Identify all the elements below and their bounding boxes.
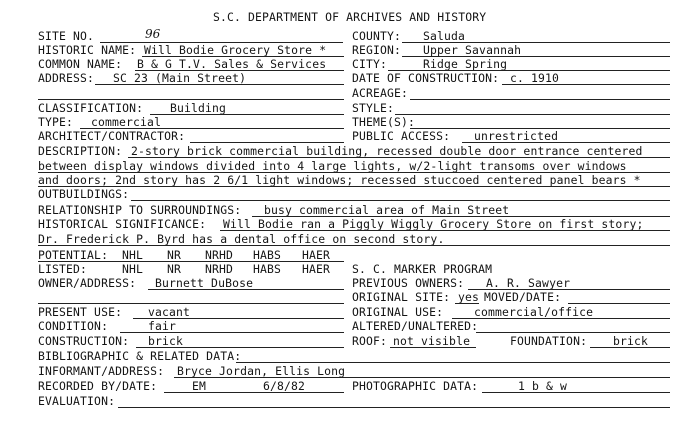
address-value: SC 23 (Main Street) — [113, 71, 247, 85]
architect-label: ARCHITECT/CONTRACTOR: — [38, 129, 186, 143]
recorded-by-value: EM — [192, 379, 207, 393]
type-value: commercial — [91, 115, 162, 129]
type-label: TYPE: — [38, 115, 74, 129]
classification-label: CLASSIFICATION: — [38, 101, 144, 115]
relationship-label: RELATIONSHIP TO SURROUNDINGS: — [38, 203, 242, 217]
description-line-2: between display windows divided into 4 large lights, w/2-light transoms over windows — [38, 159, 627, 173]
region-label: REGION: — [352, 43, 402, 57]
moved-date-label: MOVED/DATE: — [484, 290, 562, 304]
public-access-value: unrestricted — [474, 129, 559, 143]
original-use-label: ORIGINAL USE: — [352, 305, 444, 319]
present-use-label: PRESENT USE: — [38, 305, 123, 319]
listed-nr: NR — [167, 262, 182, 276]
evaluation-label: EVALUATION: — [38, 394, 116, 408]
city-value: Ridge Spring — [423, 57, 508, 71]
significance-line-2: Dr. Frederick P. Byrd has a dental office on second story. — [38, 232, 445, 246]
previous-owners-label: PREVIOUS OWNERS: — [352, 276, 465, 290]
relationship-value: busy commercial area of Main Street — [264, 203, 510, 217]
foundation-underline — [590, 347, 670, 348]
original-use-underline — [452, 318, 670, 319]
historic-name-value: Will Bodie Grocery Store * — [144, 43, 327, 57]
form-title: S.C. DEPARTMENT OF ARCHIVES AND HISTORY — [213, 10, 487, 24]
owner-label: OWNER/ADDRESS: — [38, 276, 137, 290]
potential-nhl: NHL — [122, 248, 144, 262]
owner-value: Burnett DuBose — [155, 276, 254, 290]
description-underline-3 — [38, 186, 670, 187]
outbuildings-label: OUTBUILDINGS: — [38, 187, 130, 201]
condition-label: CONDITION: — [38, 319, 109, 333]
construction-label: CONSTRUCTION: — [38, 334, 130, 348]
original-use-value: commercial/office — [474, 305, 594, 319]
county-label: COUNTY: — [352, 29, 402, 43]
altered-underline — [476, 332, 670, 333]
site-no-value: 96 — [145, 27, 161, 41]
section-rule-1 — [38, 99, 344, 100]
photographic-underline — [482, 392, 670, 393]
construction-underline — [136, 347, 344, 348]
condition-value: fair — [148, 319, 177, 333]
foundation-label: FOUNDATION: — [510, 334, 588, 348]
photographic-label: PHOTOGRAPHIC DATA: — [352, 379, 479, 393]
roof-value: not visible — [393, 334, 471, 348]
outbuildings-underline — [131, 200, 670, 201]
recorded-label: RECORDED BY/DATE: — [38, 379, 158, 393]
informant-underline — [174, 377, 670, 378]
significance-line-1: Will Bodie ran a Piggly Wiggly Grocery Store on first story; — [223, 217, 644, 231]
photographic-value: 1 b & w — [518, 379, 568, 393]
significance-underline-1 — [220, 230, 670, 231]
moved-date-underline — [568, 303, 670, 304]
bibliographic-underline — [236, 362, 670, 363]
region-value: Upper Savannah — [423, 43, 522, 57]
potential-nrhd: NRHD — [205, 248, 234, 262]
previous-owners-value: A. R. Sawyer — [486, 276, 571, 290]
address-label: ADDRESS: — [38, 71, 95, 85]
present-use-value: vacant — [148, 305, 191, 319]
style-label: STYLE: — [352, 101, 395, 115]
description-line-1: 2-story brick commercial building, recessed double door entrance centered — [131, 144, 643, 158]
public-access-underline — [462, 142, 670, 143]
city-label: CITY: — [352, 57, 388, 71]
significance-underline-2 — [38, 245, 670, 246]
listed-label: LISTED: — [38, 262, 88, 276]
listed-habs: HABS — [253, 262, 282, 276]
architect-underline — [190, 142, 344, 143]
original-site-value: yes — [458, 290, 480, 304]
informant-value: Bryce Jordan, Ellis Long — [177, 364, 346, 378]
altered-label: ALTERED/UNALTERED: — [352, 319, 479, 333]
date-construction-value: c. 1910 — [510, 71, 560, 85]
date-construction-underline — [502, 84, 670, 85]
marker-program-label: S. C. MARKER PROGRAM — [352, 262, 493, 276]
original-site-label: ORIGINAL SITE: — [352, 290, 451, 304]
historic-name-label: HISTORIC NAME: — [38, 43, 137, 57]
roof-underline — [390, 347, 476, 348]
condition-underline — [120, 332, 344, 333]
common-name-label: COMMON NAME: — [38, 57, 123, 71]
common-name-value: B & G T.V. Sales & Services — [137, 57, 327, 71]
address-underline — [95, 84, 344, 85]
public-access-label: PUBLIC ACCESS: — [352, 129, 451, 143]
significance-label: HISTORICAL SIGNIFICANCE: — [38, 217, 207, 231]
potential-haer: HAER — [302, 248, 331, 262]
description-label: DESCRIPTION: — [38, 144, 123, 158]
acreage-label: ACREAGE: — [352, 86, 409, 100]
themes-label: THEME(S): — [352, 115, 416, 129]
site-no-label: SITE NO. — [38, 29, 95, 43]
classification-value: Building — [170, 101, 227, 115]
listed-haer: HAER — [302, 262, 331, 276]
foundation-value: brick — [613, 334, 649, 348]
recorded-underline — [164, 392, 344, 393]
original-site-underline — [455, 303, 479, 304]
evaluation-underline — [118, 407, 670, 408]
potential-label: POTENTIAL: — [38, 248, 109, 262]
potential-nr: NR — [167, 248, 182, 262]
section-rule-2 — [38, 303, 344, 304]
description-underline-1 — [128, 157, 670, 158]
style-underline — [395, 114, 670, 115]
recorded-date-value: 6/8/82 — [263, 379, 306, 393]
listed-nhl: NHL — [122, 262, 144, 276]
classification-underline — [150, 114, 344, 115]
informant-label: INFORMANT/ADDRESS: — [38, 364, 165, 378]
roof-label: ROOF: — [352, 334, 388, 348]
owner-underline — [148, 289, 344, 290]
description-line-3: and doors; 2nd story has 2 6/1 light windows; recessed stuccoed centered panel bears * — [38, 173, 641, 187]
potential-habs: HABS — [253, 248, 282, 262]
construction-value: brick — [148, 334, 184, 348]
acreage-underline — [410, 99, 670, 100]
date-construction-label: DATE OF CONSTRUCTION: — [352, 71, 500, 85]
county-value: Saluda — [423, 29, 466, 43]
bibliographic-label: BIBLIOGRAPHIC & RELATED DATA: — [38, 349, 242, 363]
listed-nrhd: NRHD — [205, 262, 234, 276]
